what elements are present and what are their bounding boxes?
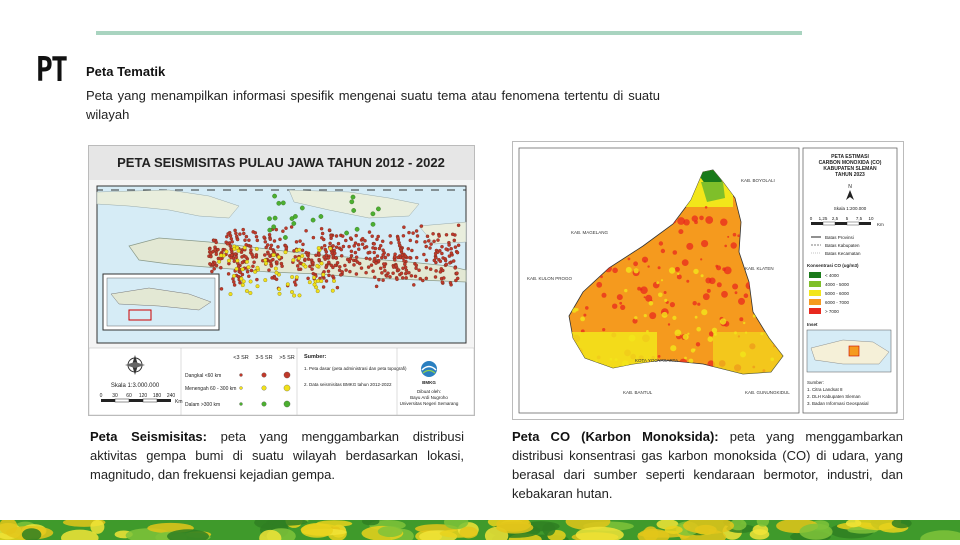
legend-row-shallow: Dangkal <60 km (185, 373, 222, 379)
co-legend-swatch (809, 281, 821, 287)
co-map (512, 141, 904, 420)
scale-tick-label: 120 (138, 393, 148, 399)
co-legend-swatch (809, 299, 821, 305)
made-by-label: Dibuat oleh: (416, 389, 442, 394)
caption-co-text: peta yang menggambarkan distribusi konsentrasi gas karbon monoksida (CO) di udara, yang berasal dari sumber seperti kendaraan bermotor, industri, dan kebakaran hutan. (512, 429, 903, 501)
co-source-title: Sumber: (807, 380, 825, 385)
scale-tick-label: 30 (112, 393, 118, 399)
seismicity-scale-label: Skala 1:3.000.000 (110, 383, 160, 389)
legend-dot (262, 386, 267, 391)
legend-dot (284, 385, 290, 391)
co-legend-label: 6000 - 7000 (825, 300, 850, 305)
caption-co-term: Peta CO (Karbon Monoksida): (512, 429, 719, 444)
region-kulon-progo: KAB. KULON PROGO (527, 276, 573, 281)
legend-col-lt3: <3 SR (233, 355, 249, 361)
region-gunungkidul: KAB. GUNUNGKIDUL (745, 390, 790, 395)
caption-seismicity-text: peta yang menggambarkan distribusi aktivitas gempa bumi di suatu wilayah berdasarkan lokasi, magnitudo, dan frekuensi kejadian gempa. (90, 429, 464, 482)
scale-tick-label: 60 (126, 393, 132, 399)
co-map-title-4: TAHUN 2023 (835, 172, 865, 178)
co-map-title-2: CARBON MONOXIDA (CO) (818, 160, 882, 166)
legend-dot (240, 403, 243, 406)
caption-seismicity (90, 427, 464, 484)
scale-tick-label: 240 (166, 393, 176, 399)
scale-unit-label: Km (175, 399, 183, 405)
logo: PT (36, 50, 67, 90)
legend-row-deep: Dalam >300 km (185, 402, 221, 408)
co-source-2: 2. DLH Kabupaten Sleman (807, 394, 861, 399)
co-legend-label: > 7000 (825, 309, 839, 314)
co-legend-title: Konsentrasi CO (ug/m3) (807, 263, 859, 268)
bottom-decor-band (0, 520, 960, 540)
co-source-1: 1. Citra Landsat 8 (807, 387, 843, 392)
legend-col-3to5: 3-5 SR (255, 355, 273, 361)
inset-label: Inset (807, 322, 818, 327)
caption-co (512, 427, 903, 503)
page-description: Peta yang menampilkan informasi spesifik mengenai suatu tema atau fenomena tertentu di suatu wilayah (86, 88, 660, 122)
scale-tick-label: 10 (868, 216, 874, 221)
seismicity-map-title: PETA SEISMISITAS PULAU JAWA TAHUN 2012 - 2022 (117, 155, 445, 170)
co-legend-swatch (809, 308, 821, 314)
legend-dot (284, 401, 290, 407)
legend-col-gt5: >5 SR (279, 355, 295, 361)
region-boyolali: KAB. BOYOLALI (741, 178, 775, 183)
co-inset-map (807, 330, 891, 372)
scale-tick-label: 7,5 (855, 216, 863, 221)
co-scale-label: Skala 1:200.000 (833, 206, 867, 211)
top-accent-line (96, 31, 802, 35)
seismicity-scale-bar (101, 399, 171, 402)
scale-tick-label: 0 (99, 393, 103, 399)
legend-row-mid: Menengah 60 - 300 km (185, 386, 237, 392)
co-legend-swatch (809, 272, 821, 278)
made-by-name: Bayu Ardi Nugroho (410, 395, 448, 400)
page-title: Peta Tematik (86, 64, 166, 79)
legend-dot (262, 402, 267, 407)
legend-dot (240, 387, 243, 390)
co-scale-bar (811, 222, 871, 225)
legend-dot (284, 372, 290, 378)
legend-dot (262, 373, 267, 378)
scale-tick-label: 5 (845, 216, 849, 221)
co-legend-label: 5000 - 6000 (825, 291, 850, 296)
boundary-province: Batas Provinsi (825, 235, 854, 240)
co-map-title-1: PETA ESTIMASI (831, 154, 869, 160)
boundary-regency: Batas Kabupaten (825, 243, 860, 248)
left-source-1: 1. Peta dasar (peta administrasi dan peta topografi) (304, 366, 407, 371)
boundary-district: Batas Kecamatan (825, 251, 861, 256)
made-by-univ: Universitas Negeri Semarang (399, 401, 459, 406)
scale-tick-label: 1,25 (818, 216, 828, 221)
scale-tick-label: 0 (809, 216, 813, 221)
co-legend-swatch (809, 290, 821, 296)
co-legend-label: 4000 - 5000 (825, 282, 850, 287)
region-klaten: KAB. KLATEN (745, 266, 774, 271)
svg-text:N: N (848, 184, 852, 190)
co-scale-unit: Km (877, 222, 884, 227)
co-source-3: 3. Badan Informasi Geospasial (807, 401, 869, 406)
region-magelang: KAB. MAGELANG (571, 230, 609, 235)
co-legend-label: < 4000 (825, 273, 839, 278)
left-source-2: 2. Data seismisitas BMKG tahun 2012-2022 (304, 382, 392, 387)
left-source-title: Sumber: (304, 354, 327, 360)
scale-tick-label: 2,5 (831, 216, 839, 221)
scale-tick-label: 180 (152, 393, 162, 399)
region-kota-yogyakarta: KOTA YOGYAKARTA (635, 358, 679, 363)
bmkg-logo-icon (421, 361, 437, 377)
region-bantul: KAB. BANTUL (623, 390, 653, 395)
legend-dot (240, 374, 243, 377)
bmkg-label: BMKG (422, 380, 436, 385)
seismicity-map (88, 145, 475, 416)
co-map-title-3: KABUPATEN SLEMAN (823, 166, 877, 172)
caption-seismicity-term: Peta Seismisitas: (90, 429, 207, 444)
